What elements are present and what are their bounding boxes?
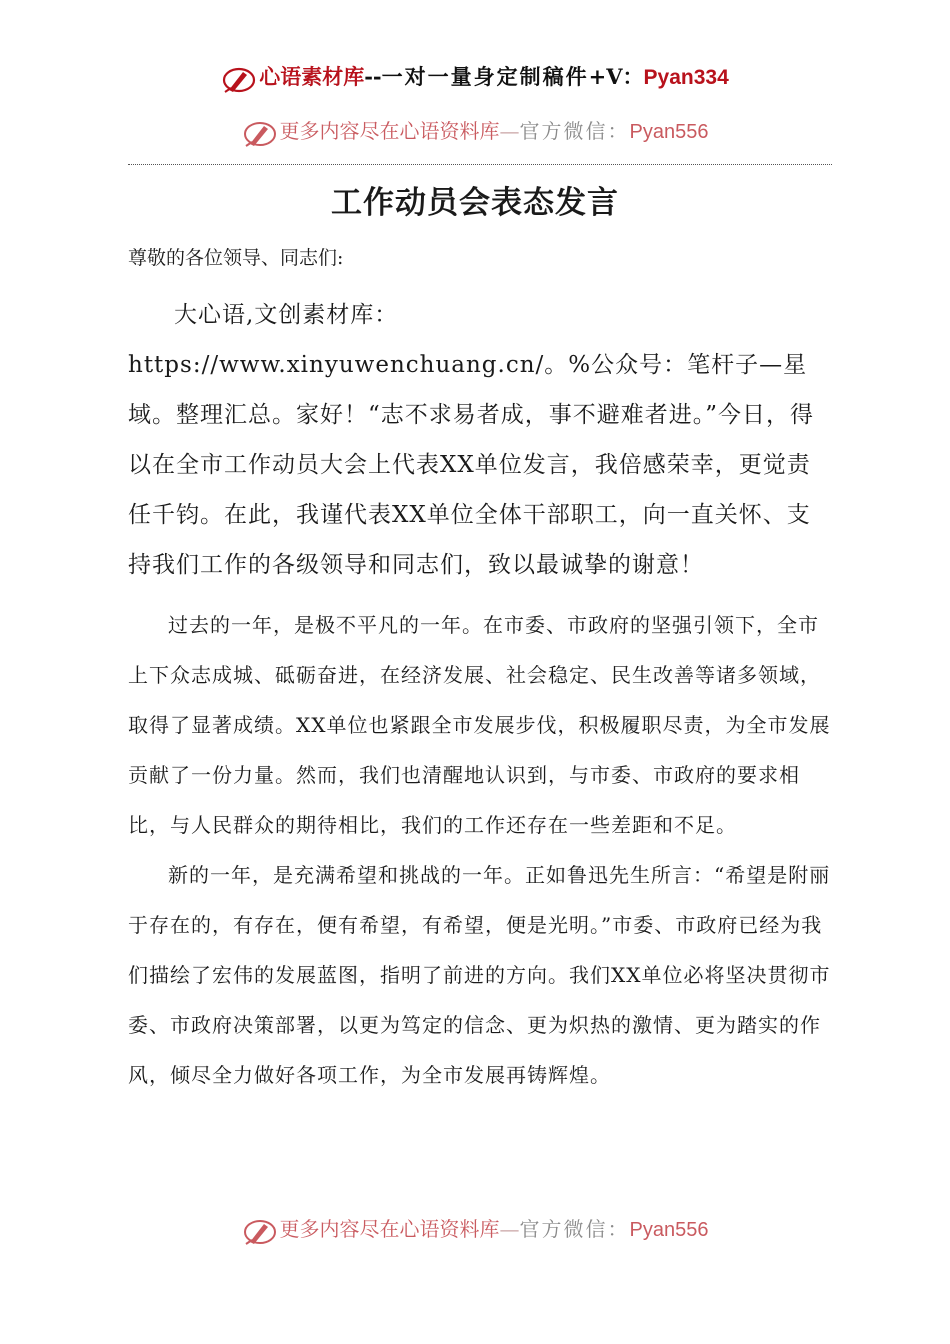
- header-slogan: 一对一量身定制稿件: [381, 64, 589, 89]
- paragraph-2: 过去的一年，是极不平凡的一年。在市委、市政府的坚强引领下，全市上下众志成城、砥砺奋进，在经济发展、社会稳定、民生改善等诸多领域，取得了显著成绩。XX单位也紧跟全市发展步伐，积极履职尽责，为全市发展贡献了一份力量。然而，我们也清醒地认识到，与市委、市政府的要求相比，与人民群众的期待相比，我们的工作还存在一些差距和不足。: [128, 613, 831, 837]
- document-body: [128, 238, 834, 1100]
- watermark-dash: —: [499, 119, 520, 143]
- pen-nib-logo-icon: [242, 1216, 278, 1246]
- pen-nib-logo-icon: [242, 118, 278, 148]
- header-contact-id: Pyan334: [643, 66, 729, 89]
- watermark-wechat-id: Pyan556: [629, 121, 709, 143]
- greeting: 尊敬的各位领导、同志们:: [128, 247, 344, 269]
- watermark-text: 更多内容尽在心语资料库: [279, 1217, 500, 1241]
- paragraph-3: 新的一年，是充满希望和挑战的一年。正如鲁迅先生所言：“希望是附丽于存在的，有存在，便有希望，有希望，便是光明。”市委、市政府已经为我们描绘了宏伟的发展蓝图，指明了前进的方向。我们XX单位必将坚决贯彻市委、市政府决策部署，以更为笃定的信念、更为炽热的激情、更为踏实的作风，倾尽全力做好各项工作，为全市发展再铸辉煌。: [128, 863, 831, 1087]
- watermark-label: 官方微信：: [519, 119, 630, 143]
- watermark-top: [0, 116, 950, 148]
- page-title: 工作动员会表态发言: [331, 185, 619, 221]
- paragraph-1: 大心语,文创素材库：https://www.xinyuwenchuang.cn/。%公众号：笔杆子—星域。整理汇总。家好！“志不求易者成，事不避难者进。”今日，得以在全市工作动员大会上代表XX单位发言，我倍感荣幸，更觉责任千钧。在此，我谨代表XX单位全体干部职工，向一直关怀、支持我们工作的各级领导和同志们，致以最诚挚的谢意！: [128, 302, 815, 578]
- watermark-bottom: [0, 1214, 950, 1246]
- watermark-dash: —: [499, 1217, 520, 1241]
- header-contact-prefix: +V：: [588, 64, 644, 89]
- header-divider: [128, 164, 832, 165]
- watermark-label: 官方微信：: [519, 1217, 630, 1241]
- header-separator: --: [364, 64, 382, 89]
- header-brand: 心语素材库: [259, 64, 365, 89]
- watermark-wechat-id: Pyan556: [629, 1219, 709, 1241]
- header-banner: [0, 62, 950, 94]
- pen-nib-logo-icon: [221, 64, 257, 94]
- watermark-text: 更多内容尽在心语资料库: [279, 119, 500, 143]
